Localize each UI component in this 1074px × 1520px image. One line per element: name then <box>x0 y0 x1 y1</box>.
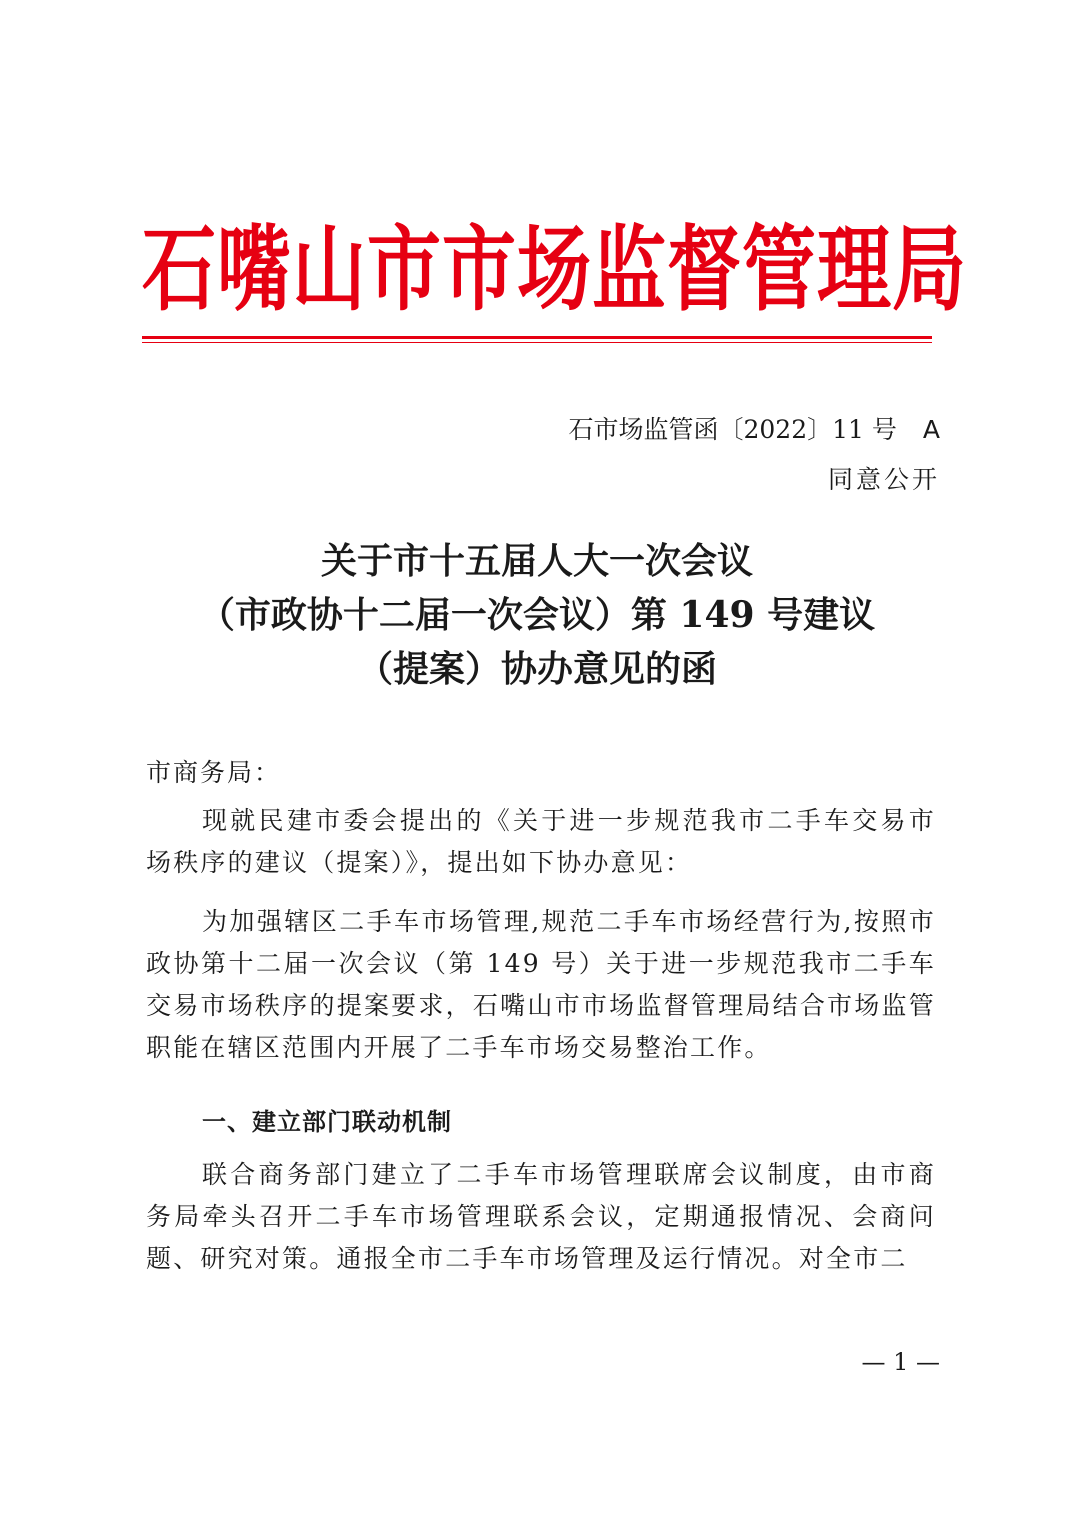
salutation: 市商务局： <box>146 758 282 787</box>
body-paragraph-1: 现就民建市委会提出的《关于进一步规范我市二手车交易市场秩序的建议（提案）》，提出如下协办意见： <box>146 806 936 877</box>
document-title-line-3: （提案）协办意见的函 <box>356 648 717 690</box>
document-mark: A <box>922 415 940 444</box>
disclosure-status: 同意公开 <box>827 465 940 494</box>
document-title-line-2: （市政协十二届一次会议）第 149 号建议 <box>198 594 876 636</box>
body-paragraph-3: 联合商务部门建立了二手车市场管理联席会议制度，由市商务局牵头召开二手车市场管理联系会议，定期通报情况、会商问题、研究对策。通报全市二手车市场管理及运行情况。对全市二 <box>146 1160 936 1273</box>
header-red-rule-thick <box>142 336 932 339</box>
agency-header-title: 石嘴山市市场监督管理局 <box>142 216 967 324</box>
header-red-rule-thin <box>142 342 932 343</box>
section-heading-1: 一、建立部门联动机制 <box>202 1108 452 1136</box>
document-number-text: 石市场监管函〔2022〕11 号 <box>568 415 897 444</box>
page-number: — 1 — <box>861 1348 940 1376</box>
body-paragraph-2: 为加强辖区二手车市场管理,规范二手车市场经营行为,按照市政协第十二届一次会议（第 149 号）关于进一步规范我市二手车交易市场秩序的提案要求，石嘴山市市场监督管理局结合市场监管职能在辖区范围内开展了二手车市场交易整治工作。 <box>146 907 936 1062</box>
document-number <box>569 412 941 448</box>
document-title-line-1: 关于市十五届人大一次会议 <box>320 540 753 582</box>
